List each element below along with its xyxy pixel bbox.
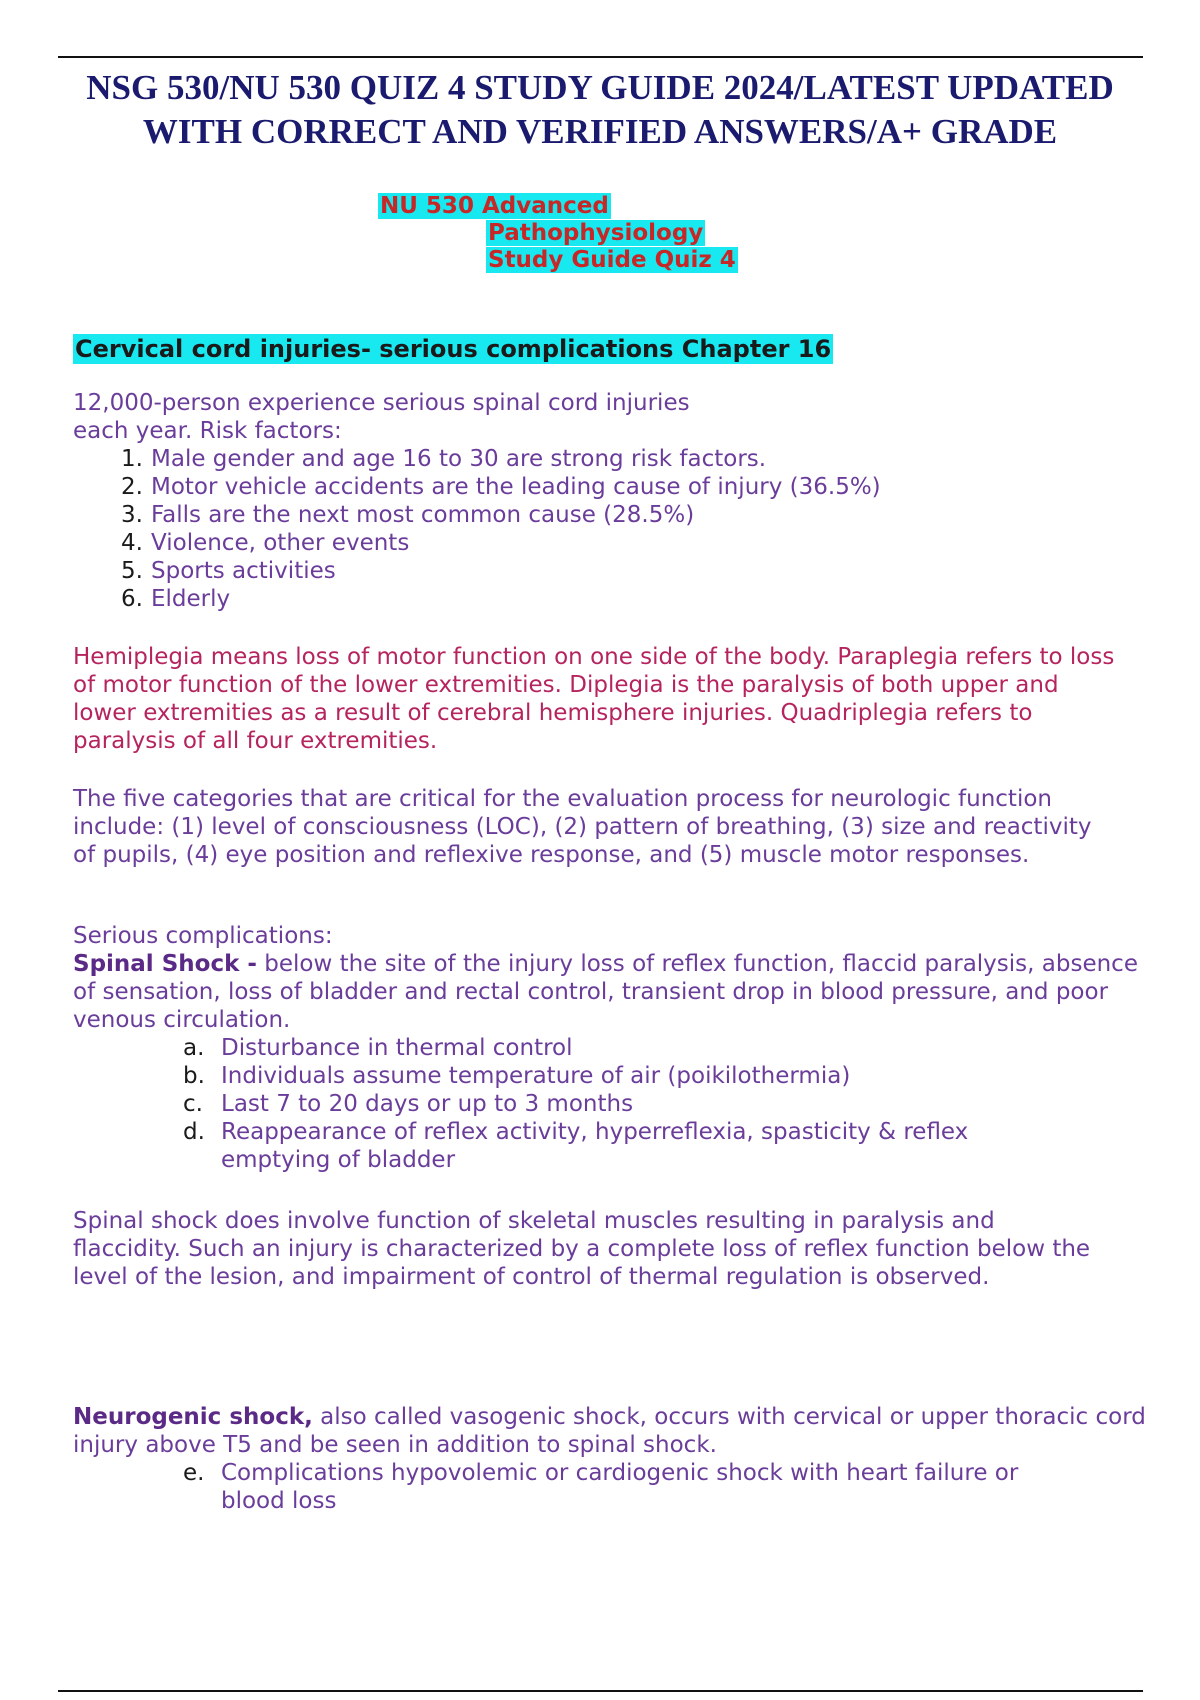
course-subtitle [378,193,738,274]
intro-text [73,389,1153,445]
intro-line-1: 12,000-person experience serious spinal cord injuries [73,390,690,416]
complications-label: Serious complications: [73,923,333,949]
subtitle-line-3: Study Guide Quiz 4 [488,247,736,273]
evaluation-paragraph: The five categories that are critical for the evaluation process for neurologic function include: (1) level of consciousness (LOC), (2) pattern of breathing, (3) size and reactivity of pupils, (4) eye position and reflexive response, and (5) muscle motor responses. [73,786,1092,868]
list-item: e. Complications hypovolemic or cardiogenic shock with heart failure or blood loss [183,1460,1019,1514]
document-title [40,66,1160,154]
list-item: 6. Elderly [121,586,231,612]
neurogenic-list [73,1459,1153,1515]
title-line-1: NSG 530/NU 530 QUIZ 4 STUDY GUIDE 2024/LATEST UPDATED [86,68,1114,107]
bottom-rule [58,1690,1143,1692]
list-item: 3. Falls are the next most common cause (28.5%) [121,502,695,528]
list-item: 2. Motor vehicle accidents are the leading cause of injury (36.5%) [121,474,881,500]
neurogenic-block [73,1403,1153,1515]
risk-factor-list [105,445,1185,613]
section-heading: Cervical cord injuries- serious complications Chapter 16 [75,335,832,363]
list-item: 5. Sports activities [121,558,336,584]
list-item: d. Reappearance of reflex activity, hyperreflexia, spasticity & reflex emptying of bladder [183,1119,969,1173]
spinal-shock-list [73,1034,1153,1174]
complications-block [73,922,1153,1174]
neurogenic-term: Neurogenic shock, [73,1404,313,1430]
plegia-paragraph: Hemiplegia means loss of motor function on one side of the body. Paraplegia refers to loss of motor function of the lower extremities. Diplegia is the paralysis of both upper and lower extremities as a result of cerebral hemisphere injuries. Quadriplegia refers to paralysis of all four extremities. [73,644,1115,754]
list-item: c. Last 7 to 20 days or up to 3 months [183,1091,634,1117]
list-item: a. Disturbance in thermal control [183,1035,573,1061]
list-item: b. Individuals assume temperature of air (poikilothermia) [183,1063,851,1089]
neurogenic-definition: Neurogenic shock, also called vasogenic shock, occurs with cervical or upper thoracic cord injury above T5 and be seen in addition to spinal shock. [73,1404,1146,1458]
top-rule [58,56,1143,58]
spinal-shock-paragraph: Spinal shock does involve function of skeletal muscles resulting in paralysis and flaccidity. Such an injury is characterized by a complete loss of reflex function below the level of the lesion, and impairment of control of thermal regulation is observed. [73,1208,1091,1290]
list-item: 4. Violence, other events [121,530,410,556]
subtitle-line-2: Pathophysiology [488,220,704,246]
list-item: 1. Male gender and age 16 to 30 are strong risk factors. [121,446,767,472]
spinal-shock-definition: Spinal Shock - below the site of the injury loss of reflex function, flaccid paralysis, absence of sensation, loss of bladder and rectal control, transient drop in blood pressure, and poor venous circulation. [73,951,1138,1033]
subtitle-line-1: NU 530 Advanced [380,193,609,219]
intro-line-2: each year. Risk factors: [73,418,342,444]
spinal-shock-term: Spinal Shock - [73,951,257,977]
title-line-2: WITH CORRECT AND VERIFIED ANSWERS/A+ GRADE [142,112,1058,151]
